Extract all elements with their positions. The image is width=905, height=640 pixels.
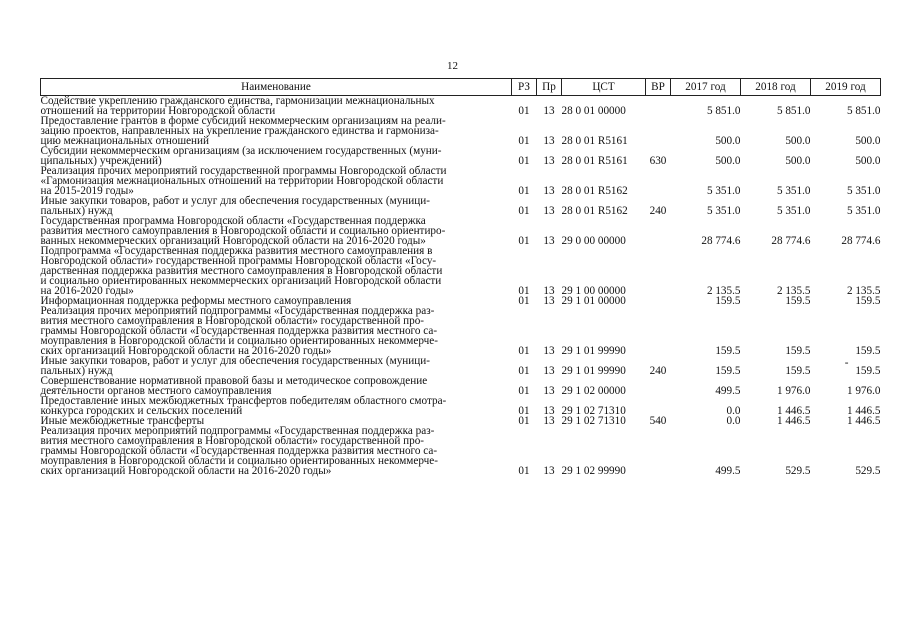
- row-vr: 240: [649, 365, 667, 377]
- row-2018: 1 446.5: [776, 415, 811, 427]
- row-vr: [646, 96, 671, 117]
- row-2018: 500.0: [785, 155, 811, 167]
- table-row: [41, 376, 881, 396]
- row-cst: 29 1 01 00000: [561, 295, 626, 307]
- row-pr: 13: [543, 415, 555, 427]
- row-2019: 1 446.5: [846, 415, 881, 427]
- row-vr: [646, 426, 671, 476]
- row-pr: 13: [543, 345, 555, 357]
- row-cst: 29 1 02 00000: [561, 385, 626, 397]
- row-2018: 5 851.0: [776, 105, 811, 117]
- row-2017: 500.0: [715, 135, 741, 147]
- row-rz: 01: [518, 235, 530, 247]
- row-vr: 240: [649, 205, 667, 217]
- row-name-line: вития местного самоуправления в Новгородской области» государственной про-: [40, 315, 425, 327]
- row-2019: 500.0: [855, 135, 881, 147]
- row-2018: 159.5: [785, 365, 811, 377]
- row-name-line: Подпрограмма «Государственная поддержка развития местного самоуправления в: [40, 245, 433, 257]
- row-rz: 01: [518, 155, 530, 167]
- row-2019-mark: -: [844, 357, 849, 369]
- row-name-line: вития местного самоуправления в Новгородской области» государственной про-: [40, 435, 425, 447]
- row-cst: 28 0 01 R5162: [561, 205, 628, 217]
- row-name: [41, 96, 512, 117]
- row-name: [41, 116, 512, 146]
- row-2018: 2 135.5: [776, 285, 811, 297]
- row-name-line: Новгородской области» государственной программы Новгородской области «Госу-: [40, 255, 437, 267]
- row-vr: 540: [649, 415, 667, 427]
- table-row: [41, 146, 881, 166]
- row-name: [41, 426, 512, 476]
- row-2019: 500.0: [855, 155, 881, 167]
- row-name-line: ских организаций Новгородской области на 2016-2020 годы»: [40, 345, 332, 357]
- row-2017: 0.0: [726, 405, 741, 417]
- row-name-line: цию межнациональных отношений: [40, 135, 210, 147]
- row-name-line: ванных некоммерческих организаций Новгородской области на 2016-2020 годы»: [40, 235, 426, 247]
- row-name-line: и социально ориентированных некоммерческих организаций Новгородской области: [40, 275, 442, 287]
- row-name-line: Государственная программа Новгородской области «Государственная поддержка: [40, 215, 426, 227]
- row-2017: 499.5: [715, 385, 741, 397]
- table-row: [41, 426, 881, 476]
- row-2017: 500.0: [715, 155, 741, 167]
- table-row: [41, 246, 881, 296]
- header-2019: 2019 год: [811, 79, 881, 96]
- row-name-line: Реализация прочих мероприятий подпрограммы «Государственная поддержка раз-: [40, 425, 435, 437]
- row-name-line: зацию проектов, направленных на укрепление гражданского единства и гармониза-: [40, 125, 439, 137]
- row-2019: 2 135.5: [846, 285, 881, 297]
- row-2019: 1 976.0: [846, 385, 881, 397]
- row-pr: 13: [543, 365, 555, 377]
- header-rz: РЗ: [512, 79, 537, 96]
- row-name-line: ципальных) учреждений): [40, 155, 162, 167]
- row-2019-value: 159.5: [855, 365, 881, 377]
- row-vr: [646, 246, 671, 296]
- row-cst: 29 1 02 99990: [561, 465, 626, 477]
- row-name-line: пальных) нужд: [40, 205, 113, 217]
- row-name-line: Предоставление грантов в форме субсидий некоммерческим организациям на реали-: [40, 115, 446, 127]
- row-2019: 159.5: [855, 295, 881, 307]
- table-row: [41, 166, 881, 196]
- row-rz: 01: [518, 285, 530, 297]
- row-2018: 1 446.5: [776, 405, 811, 417]
- row-rz: 01: [518, 105, 530, 117]
- row-pr: 13: [543, 465, 555, 477]
- row-rz: 01: [518, 295, 530, 307]
- row-name-line: на 2016-2020 годы»: [40, 285, 134, 297]
- row-2019: 1 446.5: [846, 405, 881, 417]
- row-cst: 29 1 00 00000: [561, 285, 626, 297]
- table-row: [41, 96, 881, 117]
- row-2018: 500.0: [785, 135, 811, 147]
- row-2019: 5 351.0: [846, 185, 881, 197]
- row-rz: 01: [518, 205, 530, 217]
- row-rz: 01: [518, 465, 530, 477]
- budget-table: [40, 78, 881, 476]
- row-name: [41, 376, 512, 396]
- row-rz: 01: [518, 385, 530, 397]
- row-cst: 28 0 01 R5161: [561, 155, 628, 167]
- row-2019: 159.5: [855, 345, 881, 357]
- row-name-line: Субсидии некоммерческим организациям (за исключением государственных (муни-: [40, 145, 442, 157]
- header-name: Наименование: [41, 79, 512, 96]
- row-2018: 529.5: [785, 465, 811, 477]
- row-2019: 529.5: [855, 465, 881, 477]
- row-name: [41, 216, 512, 246]
- row-pr: 13: [543, 105, 555, 117]
- row-name-line: дарственная поддержка развития местного самоуправления в Новгородской области: [40, 265, 443, 277]
- row-name: [41, 196, 512, 216]
- row-rz: 01: [518, 135, 530, 147]
- row-name-line: Содействие укреплению гражданского единства, гармонизации межнациональных: [40, 95, 435, 107]
- row-2017: 0.0: [726, 415, 741, 427]
- row-name: [41, 246, 512, 296]
- row-vr: [646, 116, 671, 146]
- header-pr: Пр: [537, 79, 562, 96]
- row-name-line: на 2015-2019 годы»: [40, 185, 134, 197]
- row-rz: 01: [518, 405, 530, 417]
- row-2017: 159.5: [715, 365, 741, 377]
- row-2017: 28 774.6: [701, 235, 741, 247]
- row-name-line: Реализация прочих мероприятий государственной программы Новгородской области: [40, 165, 447, 177]
- table-row: [41, 116, 881, 146]
- row-pr: 13: [543, 135, 555, 147]
- row-name-line: развития местного самоуправления в Новгородской области и социально ориентиро-: [40, 225, 446, 237]
- row-cst: 28 0 01 00000: [561, 105, 626, 117]
- table-body: [41, 96, 881, 477]
- row-2017: 2 135.5: [706, 285, 741, 297]
- header-2018: 2018 год: [741, 79, 811, 96]
- row-2018: 1 976.0: [776, 385, 811, 397]
- row-name-line: Информационная поддержка реформы местного самоуправления: [40, 295, 352, 307]
- row-rz: 01: [518, 415, 530, 427]
- row-2018: 28 774.6: [771, 235, 811, 247]
- row-2017: 5 351.0: [706, 185, 741, 197]
- row-2018: 5 351.0: [776, 205, 811, 217]
- row-vr: [646, 166, 671, 196]
- row-cst: 28 0 01 R5162: [561, 185, 628, 197]
- row-2018: 159.5: [785, 345, 811, 357]
- row-vr: [646, 216, 671, 246]
- row-name-line: Предоставление иных межбюджетных трансфертов победителям областного смотра-: [40, 395, 447, 407]
- header-vr: ВР: [646, 79, 671, 96]
- row-vr: [646, 306, 671, 356]
- page-number: 12: [447, 60, 458, 72]
- row-cst: 29 1 02 71310: [561, 405, 626, 417]
- row-name: [41, 166, 512, 196]
- row-pr: 13: [543, 155, 555, 167]
- row-name-line: моуправления в Новгородской области и социально ориентированных некоммерче-: [40, 335, 438, 347]
- row-2019: 5 351.0: [846, 205, 881, 217]
- table-row: [41, 196, 881, 216]
- table-row: [41, 396, 881, 416]
- table-header-row: [41, 79, 881, 96]
- row-pr: 13: [543, 185, 555, 197]
- row-name-line: Иные закупки товаров, работ и услуг для обеспечения государственных (муници-: [40, 355, 430, 367]
- row-2017: 159.5: [715, 295, 741, 307]
- row-name-line: моуправления в Новгородской области и социально ориентированных некоммерче-: [40, 455, 438, 467]
- row-pr: 13: [543, 385, 555, 397]
- row-cst: 29 1 01 99990: [561, 345, 626, 357]
- row-rz: 01: [518, 365, 530, 377]
- row-vr: 630: [649, 155, 667, 167]
- header-cst: ЦСТ: [562, 79, 646, 96]
- row-cst: 28 0 01 R5161: [561, 135, 628, 147]
- row-rz: 01: [518, 345, 530, 357]
- row-vr: [646, 396, 671, 416]
- row-name-line: пальных) нужд: [40, 365, 113, 377]
- row-name: [41, 396, 512, 416]
- row-name-line: Совершенствование нормативной правовой базы и методическое сопровождение: [40, 375, 428, 387]
- row-2019: 5 851.0: [846, 105, 881, 117]
- row-name-line: граммы Новгородской области «Государственная поддержка развития местного са-: [40, 325, 438, 337]
- row-name-line: Реализация прочих мероприятий подпрограммы «Государственная поддержка раз-: [40, 305, 435, 317]
- row-2018: 5 351.0: [776, 185, 811, 197]
- row-vr: [646, 296, 671, 306]
- row-2017: 499.5: [715, 465, 741, 477]
- row-name: [41, 306, 512, 356]
- row-vr: [646, 376, 671, 396]
- row-rz: 01: [518, 185, 530, 197]
- table-row: [41, 356, 881, 376]
- row-2019: 28 774.6: [841, 235, 881, 247]
- row-pr: 13: [543, 235, 555, 247]
- row-name: [41, 356, 512, 376]
- row-pr: 13: [543, 285, 555, 297]
- row-name-line: Иные межбюджетные трансферты: [40, 415, 205, 427]
- row-name-line: граммы Новгородской области «Государственная поддержка развития местного са-: [40, 445, 438, 457]
- header-2017: 2017 год: [671, 79, 741, 96]
- row-name-line: конкурса городских и сельских поселений: [40, 405, 243, 417]
- table-row: [41, 216, 881, 246]
- row-pr: 13: [543, 295, 555, 307]
- row-name-line: отношений на территории Новгородской области: [40, 105, 276, 117]
- row-name-line: Иные закупки товаров, работ и услуг для обеспечения государственных (муници-: [40, 195, 430, 207]
- row-pr: 13: [543, 205, 555, 217]
- row-name-line: «Гармонизация межнациональных отношений на территории Новгородской области: [40, 175, 444, 187]
- row-2017: 5 351.0: [706, 205, 741, 217]
- row-2019: [811, 356, 881, 376]
- row-2018: 159.5: [785, 295, 811, 307]
- row-pr: 13: [543, 405, 555, 417]
- row-2017: 159.5: [715, 345, 741, 357]
- row-name-line: деятельности органов местного самоуправления: [40, 385, 272, 397]
- row-name: [41, 146, 512, 166]
- table-row: [41, 306, 881, 356]
- row-cst: 29 1 01 99990: [561, 365, 626, 377]
- row-cst: 29 1 02 71310: [561, 415, 626, 427]
- row-cst: 29 0 00 00000: [561, 235, 626, 247]
- row-2017: 5 851.0: [706, 105, 741, 117]
- row-name-line: ских организаций Новгородской области на 2016-2020 годы»: [40, 465, 332, 477]
